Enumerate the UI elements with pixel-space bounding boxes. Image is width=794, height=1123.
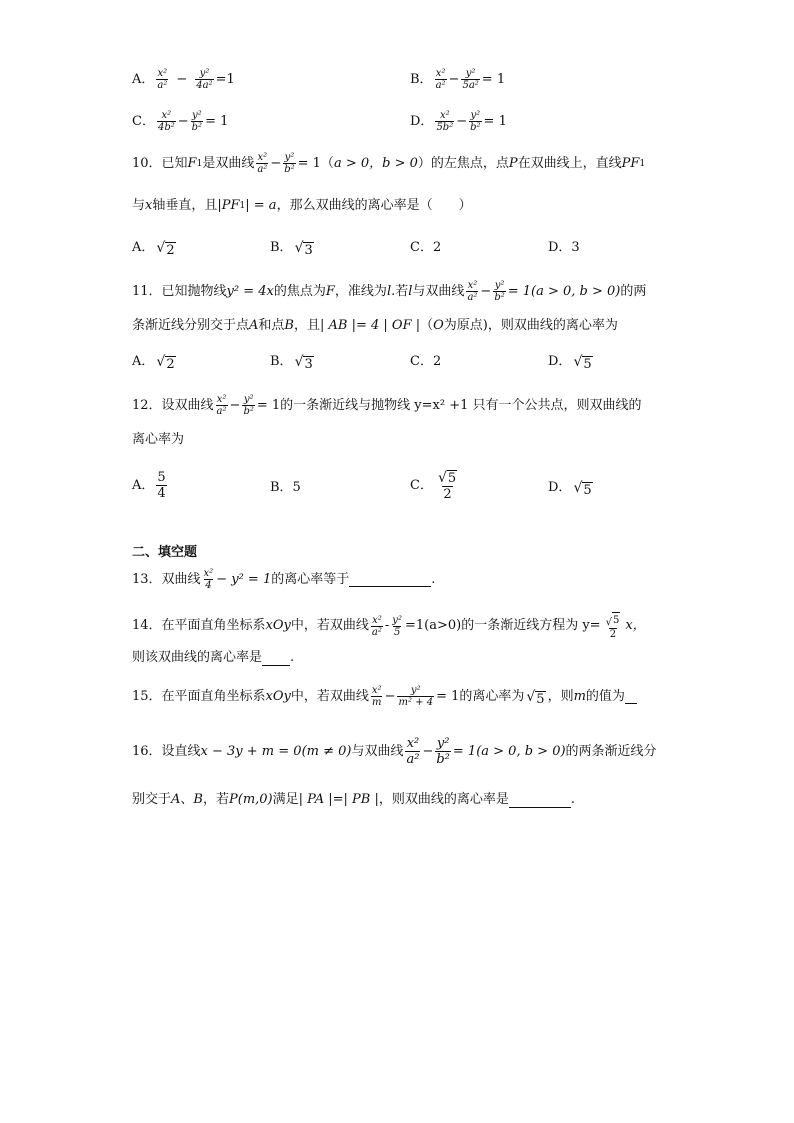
text: 满足: [272, 792, 299, 807]
option-label: A．: [132, 240, 155, 255]
q10-line-1: 10．已知 F 1 是双曲线 $\frac{\text{x²}}{\text{a²}}$ − $\frac{\text{y²}}{\text{b²}}$ = 1（ a > 0，b > 0 ）的左焦点，点 P 在双曲线上，直线 PF 1: [132, 152, 646, 175]
q10-option-a[interactable]: [132, 238, 178, 258]
sqrt: √ 5: [437, 470, 457, 486]
option-label: D．: [548, 354, 572, 369]
option-label: C．: [410, 478, 433, 493]
math-expr: | = a: [245, 198, 277, 213]
text: 14．在平面直角坐标系: [132, 618, 266, 633]
equation-tail: =1: [215, 71, 235, 87]
fraction: $\frac{\text{y²}}{\text{b²}}$: [494, 280, 505, 303]
text: 是双曲线: [202, 155, 255, 171]
fraction: $\frac{\text{y²}}{\text{5a²}}$: [462, 68, 479, 91]
text: 、: [180, 792, 194, 807]
subscript: 1: [639, 158, 646, 169]
math-symbol: xOy: [265, 688, 291, 704]
math-symbol: l: [408, 283, 413, 299]
text: 的离心率等于: [271, 571, 350, 587]
q11-option-d[interactable]: [548, 352, 595, 372]
math-symbol: F: [325, 283, 335, 299]
sqrt: √ 3: [294, 354, 313, 372]
math-symbol: A: [249, 318, 259, 333]
option-label: A．: [132, 354, 155, 369]
fraction: $\frac{\text{x²}}{\text{a²}}$: [435, 68, 446, 91]
math-symbol: l: [386, 283, 392, 299]
text: 与双曲线: [412, 283, 465, 299]
text: .若: [391, 283, 409, 299]
text: 的焦点为: [273, 283, 326, 299]
fraction: $\frac{\text{x²}}{\text{a²}}$: [406, 736, 420, 767]
fraction: $\frac{\text{y²}}{\text{4a²}}$: [196, 68, 213, 91]
text: ，若: [202, 792, 229, 807]
text: 条渐近线分别交于点: [132, 318, 250, 333]
math-symbol: F: [187, 155, 197, 171]
math-symbol: P: [508, 155, 518, 171]
sqrt: √ 5: [573, 354, 592, 372]
option-label: A．: [132, 71, 155, 87]
q12-line-2: [132, 430, 184, 450]
text: 的一条渐近线与抛物线 y=x² +1 只有一个公共点，则双曲线的: [280, 397, 642, 413]
text: 在双曲线上，直线: [517, 155, 622, 171]
minus-sign: −: [448, 71, 460, 87]
answer-blank[interactable]: [349, 572, 431, 587]
text: .: [431, 571, 436, 587]
text: 的一条渐近线方程为 y=: [461, 618, 601, 633]
q12-line-1: 12．设双曲线 $\frac{\text{x²}}{\text{a²}}$ − $\frac{\text{y²}}{\text{b²}}$ = 1 的一条渐近线与抛物线 y=x² +1 只有一个公共点，则双曲线的: [132, 394, 642, 417]
text: 离心率为: [132, 432, 185, 447]
q15-line: 15．在平面直角坐标系 xOy 中，若双曲线 $\frac{\text{x²}}{m}$ − $\frac{\text{y²}}{\text{m² + 4}}$ = 1 的离心率为 √ 5 ，则 m 的值为: [132, 685, 637, 708]
fraction: $\frac{\text{x²}}{\text{5b²}}$: [436, 110, 454, 133]
text: 12．设双曲线: [132, 397, 214, 413]
text: 的离心率为: [459, 688, 525, 704]
q12-option-d[interactable]: [548, 478, 595, 498]
fraction: √ 5 2: [603, 612, 624, 640]
fraction: $\frac{\text{y²}}{5}$: [392, 614, 402, 638]
sqrt: √ 5: [606, 612, 621, 628]
q11-line-1: 11．已知抛物线 y² = 4x 的焦点为 F ，准线为 l .若 l 与双曲线 $\frac{\text{x²}}{\text{a²}}$ − $\frac{\text{y²}}{\text{b²}}$ = 1(a > 0, b > 0) 的两: [132, 280, 647, 303]
text: 的值为: [585, 688, 625, 704]
fraction: $\frac{\text{y²}}{\text{b²}}$: [436, 736, 450, 767]
condition: | PA |=| PB |: [298, 792, 379, 807]
fraction: $\frac{\text{x²}}{\text{a²}}$: [216, 394, 227, 417]
q11-option-b[interactable]: [270, 352, 316, 372]
text: ，且: [293, 318, 320, 333]
math-symbol: P(m,0): [229, 792, 273, 807]
q9-option-a[interactable]: [132, 68, 235, 91]
q11-line-2: [132, 316, 618, 336]
text: 轴垂直，且: [152, 198, 218, 213]
text: 的两条渐近线分: [565, 743, 657, 759]
text: 为原点)，则双曲线的离心率为: [443, 318, 618, 333]
text: 11．已知抛物线: [132, 283, 227, 299]
equation-tail: = 1: [481, 71, 506, 87]
option-label: C．: [132, 113, 155, 129]
fraction: $\frac{\text{x²}}{4}$: [203, 568, 214, 591]
text: .: [570, 792, 575, 807]
q12-option-a[interactable]: [132, 470, 169, 501]
text: 中，若双曲线: [290, 618, 369, 633]
subscript: 1: [196, 158, 203, 169]
sqrt: √ 5: [526, 688, 545, 707]
option-label: B．: [270, 240, 293, 255]
text: ，则: [547, 688, 574, 704]
q16-line-1: 16．设直线 x − 3y + m = 0(m ≠ 0) 与双曲线 $\frac{\text{x²}}{\text{a²}}$ − $\frac{\text{y²}}{\text{b²}}$ = 1(a > 0, b > 0) 的两条渐近线分: [132, 736, 657, 767]
equation: x − 3y + m = 0(m ≠ 0): [200, 743, 352, 759]
text: ）的左焦点，点: [417, 155, 509, 171]
option-label: D．3: [548, 240, 580, 255]
equation-tail: = 1: [436, 688, 460, 704]
option-label: C．2: [410, 240, 442, 255]
math-symbol: B: [193, 792, 203, 807]
section-heading: 二、填空题: [132, 545, 198, 560]
text: 中，若双曲线: [290, 688, 369, 704]
answer-blank[interactable]: [625, 689, 637, 704]
option-label: B．: [410, 71, 433, 87]
fraction: $\frac{\text{x²}}{\text{a²}}$: [371, 614, 382, 638]
option-label: D．: [548, 480, 572, 495]
minus-sign: −: [456, 113, 468, 129]
text: ，那么双曲线的离心率是（ ）: [276, 198, 472, 213]
equation-tail: = 1（: [297, 155, 334, 171]
q10-option-c[interactable]: [410, 238, 441, 258]
math-symbol: xOy: [265, 618, 291, 633]
fraction: $\frac{\text{x²}}{\text{a²}}$: [467, 280, 478, 303]
q11-option-c[interactable]: [410, 352, 441, 372]
q9-option-b[interactable]: [410, 68, 505, 91]
q16-line-2: [132, 790, 575, 810]
math-symbol: PF: [621, 155, 640, 171]
answer-blank[interactable]: [509, 793, 571, 808]
fraction: $\frac{\text{y²}}{\text{b²}}$: [284, 152, 295, 175]
q14-line-1: 14．在平面直角坐标系 xOy 中，若双曲线 $\frac{\text{x²}}{\text{a²}}$ - $\frac{\text{y²}}{5}$ =1(a>0) 的一条渐近线方程为 y= √ 5 2 x，: [132, 612, 646, 640]
option-label: B．: [270, 354, 293, 369]
equation-tail: = 1: [205, 113, 229, 129]
math-symbol: m: [573, 688, 586, 704]
option-label: A．: [132, 477, 155, 493]
fraction: $\frac{\text{x²}}{\text{a²}}$: [157, 68, 168, 91]
sqrt: √ 5: [573, 480, 592, 498]
fraction: $\frac{\text{y²}}{\text{b²}}$: [470, 110, 481, 133]
fraction: $\frac{\text{y²}}{\text{b²}}$: [243, 394, 254, 417]
sqrt: √ 2: [156, 240, 175, 258]
fraction: $\frac{\text{y²}}{\text{m² + 4}}$: [398, 685, 434, 708]
subscript: 1: [239, 201, 246, 211]
text: 16．设直线: [132, 743, 201, 759]
q14-line-2: [132, 648, 294, 668]
math-symbol: x: [145, 198, 153, 213]
fraction: $\frac{\text{y²}}{\text{b²}}$: [191, 110, 203, 133]
text: 与: [132, 198, 146, 213]
text: ，则双曲线的离心率是: [378, 792, 509, 807]
equation-tail: = 1: [256, 397, 281, 413]
q12-option-b[interactable]: [270, 478, 301, 498]
q9-option-c[interactable]: [132, 110, 228, 133]
sqrt: √ 3: [294, 240, 313, 258]
q10-option-d[interactable]: [548, 238, 580, 258]
condition: a > 0，b > 0: [333, 155, 418, 171]
fraction: $\frac{\text{x²}}{\text{a²}}$: [257, 152, 268, 175]
equation-tail: = 1: [483, 113, 507, 129]
text: （: [420, 318, 434, 333]
math-symbol: A: [171, 792, 181, 807]
text: x，: [625, 618, 646, 633]
text: 13．双曲线: [132, 571, 201, 587]
q12-option-c[interactable]: [410, 470, 462, 502]
text: 与双曲线: [351, 743, 404, 759]
text: 则该双曲线的离心率是: [132, 650, 263, 665]
option-label: B．5: [270, 480, 301, 495]
fraction: $\frac{\text{x²}}{\text{4b²}}$: [157, 110, 175, 133]
math-expr: |PF: [217, 198, 240, 213]
equation-tail: = 1(a > 0, b > 0): [507, 283, 621, 299]
condition: | AB |= 4 | OF |: [320, 318, 421, 333]
math-symbol: O: [433, 318, 444, 333]
minus-sign: −: [177, 113, 189, 129]
text: 和点: [258, 318, 285, 333]
equation-tail: − y² = 1: [216, 571, 272, 587]
option-label: D．: [410, 113, 434, 129]
sqrt: √ 2: [156, 354, 175, 372]
text: 15．在平面直角坐标系: [132, 688, 266, 704]
text: ，准线为: [334, 283, 387, 299]
text: 的两: [620, 283, 647, 299]
answer-blank[interactable]: [262, 651, 290, 666]
equation-tail: =1(a>0): [404, 618, 462, 633]
fraction: $\frac{5}{4}$: [157, 470, 166, 501]
math-symbol: B: [284, 318, 294, 333]
text: .: [290, 650, 295, 665]
fraction: √ 5 2: [437, 470, 457, 502]
equation: y² = 4x: [226, 283, 274, 299]
q10-option-b[interactable]: [270, 238, 316, 258]
text: 别交于: [132, 792, 172, 807]
minus-sign: −: [176, 71, 188, 87]
text: 10．已知: [132, 155, 188, 171]
fraction: $\frac{\text{x²}}{m}$: [371, 685, 382, 708]
q9-option-d[interactable]: [410, 110, 507, 133]
option-label: C．2: [410, 354, 442, 369]
equation-tail: = 1(a > 0, b > 0): [452, 743, 566, 759]
q10-line-2: [132, 196, 472, 216]
q11-option-a[interactable]: [132, 352, 178, 372]
q13-line: [132, 568, 435, 591]
